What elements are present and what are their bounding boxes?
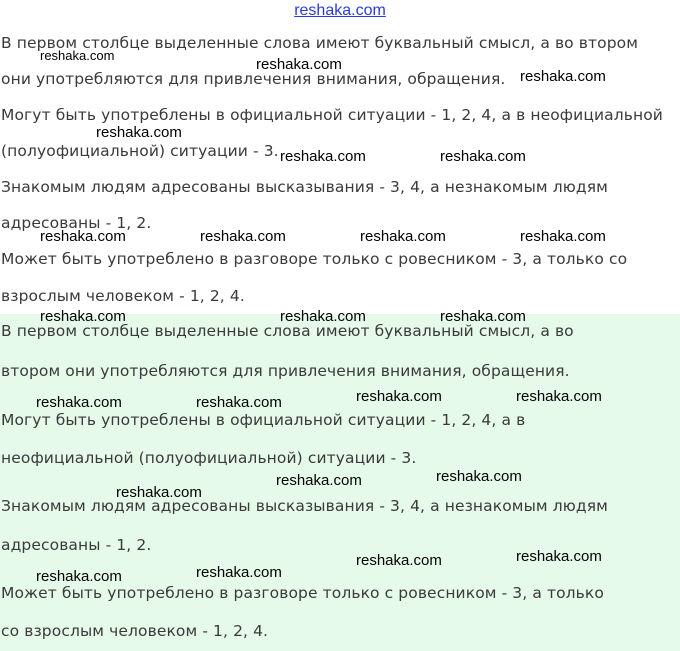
bottom-line-6: адресованы - 1, 2.	[1, 536, 152, 554]
top-line-4: (полуофициальной) ситуации - 3.	[1, 142, 279, 160]
top-line-5: Знакомым людям адресованы высказывания - 3, 4, а незнакомым людям	[1, 178, 608, 196]
watermark-text: reshaka.com	[200, 228, 286, 245]
top-line-1: В первом столбце выделенные слова имеют буквальный смысл, а во втором	[1, 34, 639, 52]
bottom-line-4: неофициальной (полуофициальной) ситуации - 3.	[1, 449, 417, 467]
watermark-text: reshaka.com	[116, 484, 202, 501]
site-header-link[interactable]: reshaka.com	[294, 2, 386, 19]
top-line-3: Могут быть употреблены в официальной ситуации - 1, 2, 4, а в неофициальной	[1, 106, 663, 124]
top-line-8: взрослым человеком - 1, 2, 4.	[1, 287, 245, 305]
watermark-text: reshaka.com	[276, 472, 362, 489]
watermark-text: reshaka.com	[436, 468, 522, 485]
watermark-text: reshaka.com	[256, 56, 342, 73]
watermark-text: reshaka.com	[40, 228, 126, 245]
watermark-text: reshaka.com	[280, 308, 366, 325]
watermark-text: reshaka.com	[440, 148, 526, 165]
bottom-line-1: В первом столбце выделенные слова имеют буквальный смысл, а во	[1, 322, 574, 340]
watermark-text: reshaka.com	[520, 228, 606, 245]
bottom-line-3: Могут быть употреблены в официальной ситуации - 1, 2, 4, а в	[1, 411, 526, 429]
top-line-2: они употребляются для привлечения внимания, обращения.	[1, 70, 506, 88]
bottom-line-5: Знакомым людям адресованы высказывания - 3, 4, а незнакомым людям	[1, 497, 608, 515]
bottom-line-2: втором они употребляются для привлечения внимания, обращения.	[1, 362, 570, 380]
watermark-text: reshaka.com	[520, 68, 606, 85]
watermark-text: reshaka.com	[360, 228, 446, 245]
top-line-6: адресованы - 1, 2.	[1, 214, 152, 232]
watermark-text: reshaka.com	[36, 568, 122, 585]
watermark-text: reshaka.com	[356, 388, 442, 405]
watermark-text: reshaka.com	[516, 548, 602, 565]
watermark-text: reshaka.com	[516, 388, 602, 405]
watermark-text: reshaka.com	[280, 148, 366, 165]
watermark-text: reshaka.com	[96, 124, 182, 141]
top-line-7: Может быть употреблено в разговоре только с ровесником - 3, а только со	[1, 250, 628, 268]
bottom-line-8: со взрослым человеком - 1, 2, 4.	[1, 622, 269, 640]
watermark-text: reshaka.com	[196, 564, 282, 581]
watermark-text: reshaka.com	[440, 308, 526, 325]
bottom-line-7: Может быть употреблено в разговоре только с ровесником - 3, а только	[1, 584, 604, 602]
watermark-text: reshaka.com	[196, 394, 282, 411]
watermark-text: reshaka.com	[356, 552, 442, 569]
watermark-text: reshaka.com	[36, 394, 122, 411]
watermark-text: reshaka.com	[40, 48, 115, 63]
watermark-text: reshaka.com	[40, 308, 126, 325]
